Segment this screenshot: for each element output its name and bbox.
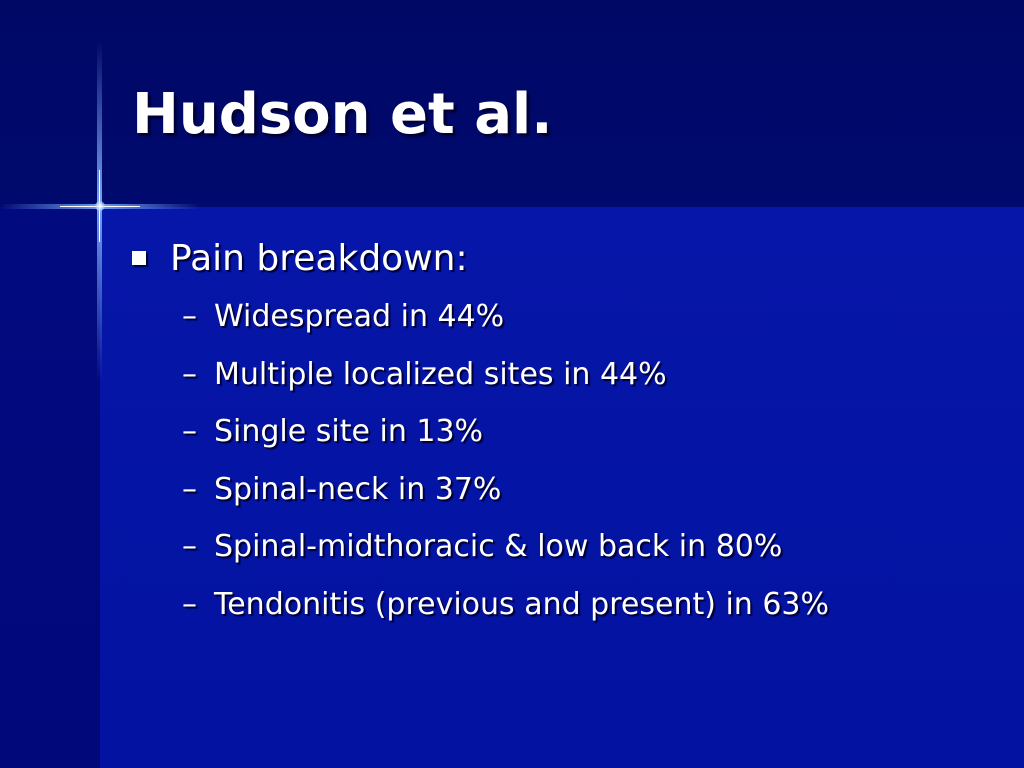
dash-bullet: – bbox=[182, 414, 197, 449]
dash-bullet: – bbox=[182, 299, 197, 334]
sparkle-core bbox=[95, 201, 105, 211]
sub-bullet-text: Spinal-neck in 37% bbox=[214, 471, 502, 507]
slide-title: Hudson et al. bbox=[132, 82, 553, 147]
bullet-item bbox=[132, 232, 992, 288]
left-strip bbox=[0, 207, 100, 768]
sub-bullet-text: Single site in 13% bbox=[214, 414, 484, 449]
sub-bullet-item bbox=[132, 288, 992, 346]
dash-bullet: – bbox=[182, 529, 197, 564]
bullet-text: Pain breakdown: bbox=[170, 238, 468, 279]
sub-bullet-item bbox=[132, 461, 992, 519]
sub-bullet-text: Widespread in 44% bbox=[214, 299, 505, 334]
slide-body bbox=[132, 232, 992, 633]
sub-bullet-item bbox=[132, 403, 992, 461]
sub-bullet-text: Multiple localized sites in 44% bbox=[214, 356, 667, 392]
sub-bullet-item bbox=[132, 518, 992, 576]
sub-bullet-text: Spinal-midthoracic & low back in 80% bbox=[214, 529, 783, 564]
square-bullet-icon bbox=[132, 251, 146, 265]
dash-bullet: – bbox=[182, 471, 197, 507]
sub-bullet-item bbox=[132, 576, 992, 634]
sub-bullet-list bbox=[132, 288, 992, 633]
sub-bullet-item bbox=[132, 346, 992, 404]
sub-bullet-text: Tendonitis (previous and present) in 63% bbox=[214, 586, 830, 622]
dash-bullet: – bbox=[182, 356, 197, 392]
dash-bullet: – bbox=[182, 586, 197, 622]
